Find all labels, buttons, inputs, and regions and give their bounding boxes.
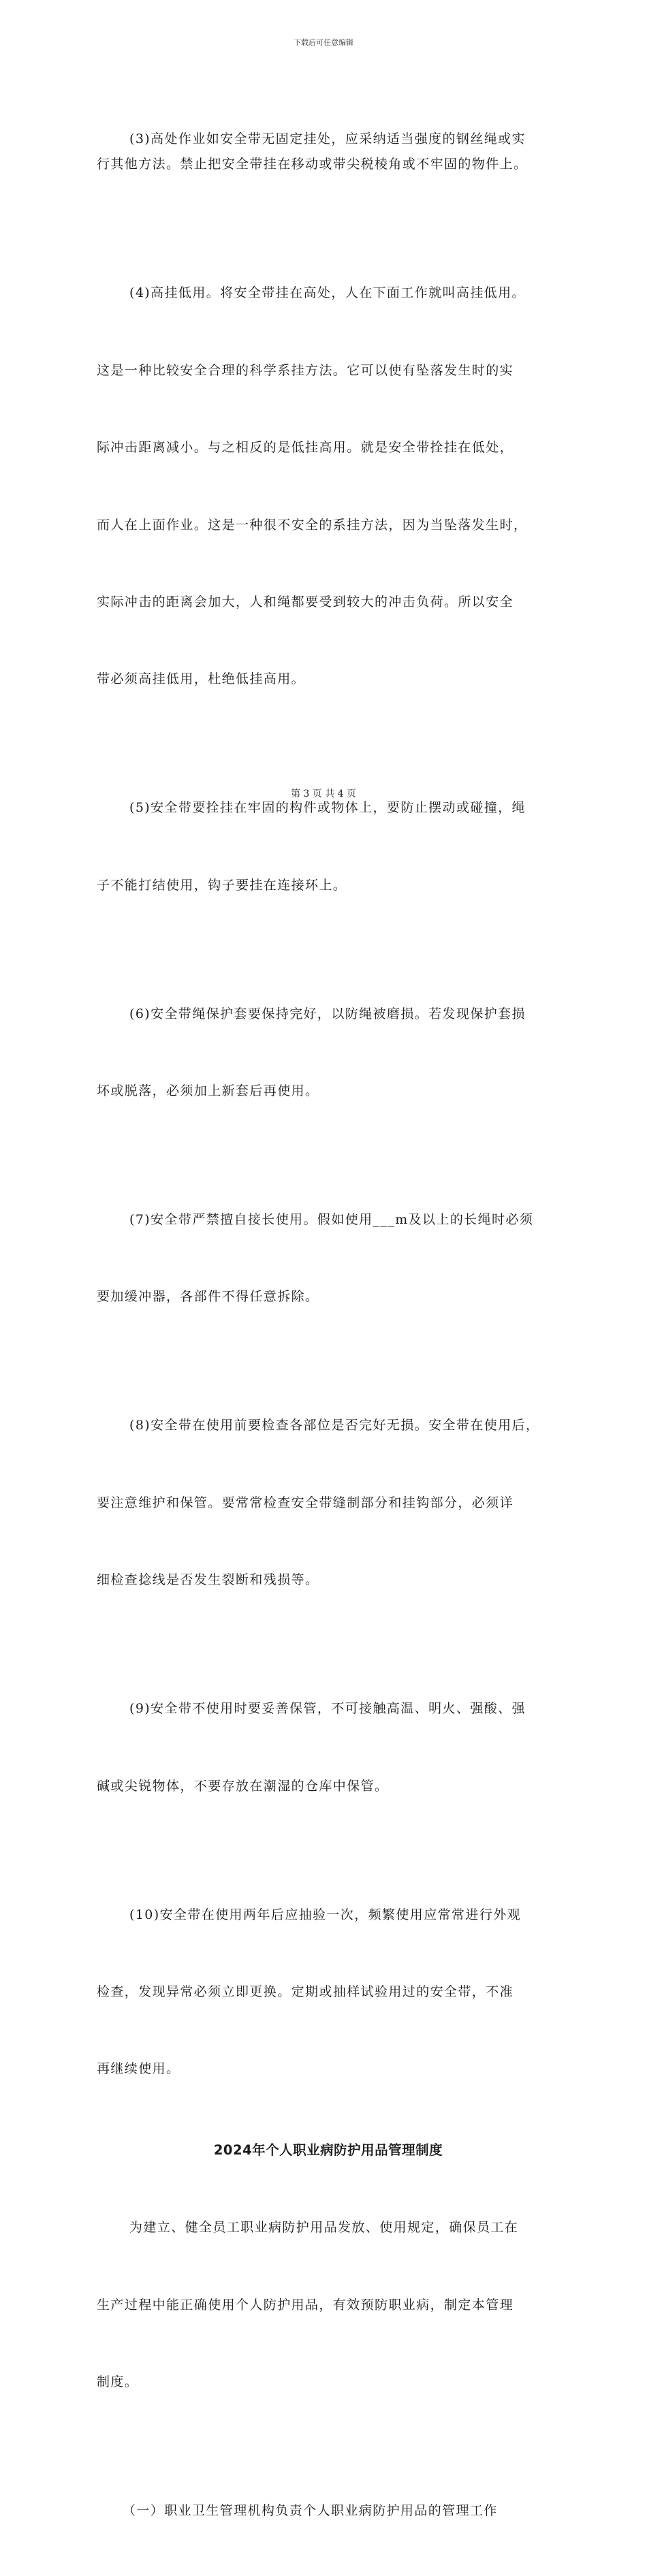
text-line: 实际冲击的距离会加大，人和绳都要受到较大的冲击负荷。所以安全: [97, 594, 514, 609]
page-indicator: 第 3 页 共 4 页: [290, 789, 357, 799]
text-line: (7)安全带严禁擅自接长使用。假如使用___m及以上的长绳时必须: [129, 1212, 534, 1228]
section-title: 2024年个人职业病防护用品管理制度: [213, 2142, 443, 2158]
text-line: 要注意维护和保管。要常常检查安全带缝制部分和挂钩部分，必须详: [97, 1495, 514, 1510]
paragraph-item-5: [97, 744, 560, 950]
document-body: [97, 75, 560, 2576]
text-line: 要加缓冲器，各部件不得任意拆除。: [97, 1289, 319, 1305]
paragraph-item-8: [97, 1362, 560, 1645]
text-line: 坏或脱落，必须加上新套后再使用。: [97, 1083, 319, 1099]
paragraph-item-4: [97, 229, 560, 744]
text-line: 这是一种比较安全合理的科学系挂方法。它可以使有坠落发生时的实: [97, 362, 514, 378]
text-line: (3)高处作业如安全带无固定挂处，应采纳适当强度的钢丝绳或实: [129, 131, 526, 146]
text-line: 制度。: [97, 2374, 139, 2390]
text-line: 生产过程中能正确使用个人防护用品，有效预防职业病，制定本管理: [97, 2297, 514, 2312]
text-line: （一）职业卫生管理机构负责个人职业病防护用品的管理工作: [123, 2503, 498, 2519]
paragraph-item-9: [97, 1645, 560, 1851]
text-line: 子不能打结使用，钩子要挂在连接环上。: [97, 877, 347, 893]
text-line: 际冲击距离减小。与之相反的是低挂高用。就是安全带拴挂在低处，: [97, 440, 514, 456]
text-line: 而人在上面作业。这是一种很不安全的系挂方法，因为当坠落发生时，: [97, 517, 528, 532]
text-line: 细检查捻线是否发生裂断和残损等。: [97, 1572, 319, 1588]
text-line: 为建立、健全员工职业病防护用品发放、使用规定，确保员工在: [129, 2220, 519, 2236]
section-intro: [97, 2164, 560, 2447]
text-line: 行其他方法。禁止把安全带挂在移动或带尖税棱角或不牢固的物件上。: [97, 157, 528, 172]
paragraph-item-6: [97, 950, 560, 1156]
text-line: (5)安全带要拴挂在牢固的构件或物体上，要防止摆动或碰撞，绳: [129, 800, 526, 816]
text-line: 再继续使用。: [97, 2061, 180, 2077]
text-line: (9)安全带不使用时要妥善保管，不可接触高温、明火、强酸、强: [129, 1701, 526, 1717]
text-line: (6)安全带绳保护套要保持完好，以防绳被磨损。若发现保护套损: [129, 1006, 526, 1021]
paragraph-item-7: [97, 1156, 560, 1361]
text-line: 碱或尖锐物体，不要存放在潮湿的仓库中保管。: [97, 1778, 389, 1794]
text-line: (10)安全带在使用两年后应抽验一次，频繁使用应常常进行外观: [129, 1907, 522, 1922]
paragraph-item-10: [97, 1851, 560, 2134]
text-line: 带必须高挂低用，杜绝低挂高用。: [97, 671, 306, 687]
section-item-1: [97, 2447, 560, 2576]
text-line: 检查，发现异常必须立即更换。定期或抽样试验用过的安全带，不准: [97, 1984, 514, 1999]
header-note: 下载后可任意编辑: [294, 38, 353, 47]
paragraph-item-3: [97, 75, 560, 229]
text-line: (4)高挂低用。将安全带挂在高处，人在下面工作就叫高挂低用。: [129, 285, 526, 301]
text-line: (8)安全带在使用前要检查各部位是否完好无损。安全带在使用后，: [129, 1418, 540, 1433]
